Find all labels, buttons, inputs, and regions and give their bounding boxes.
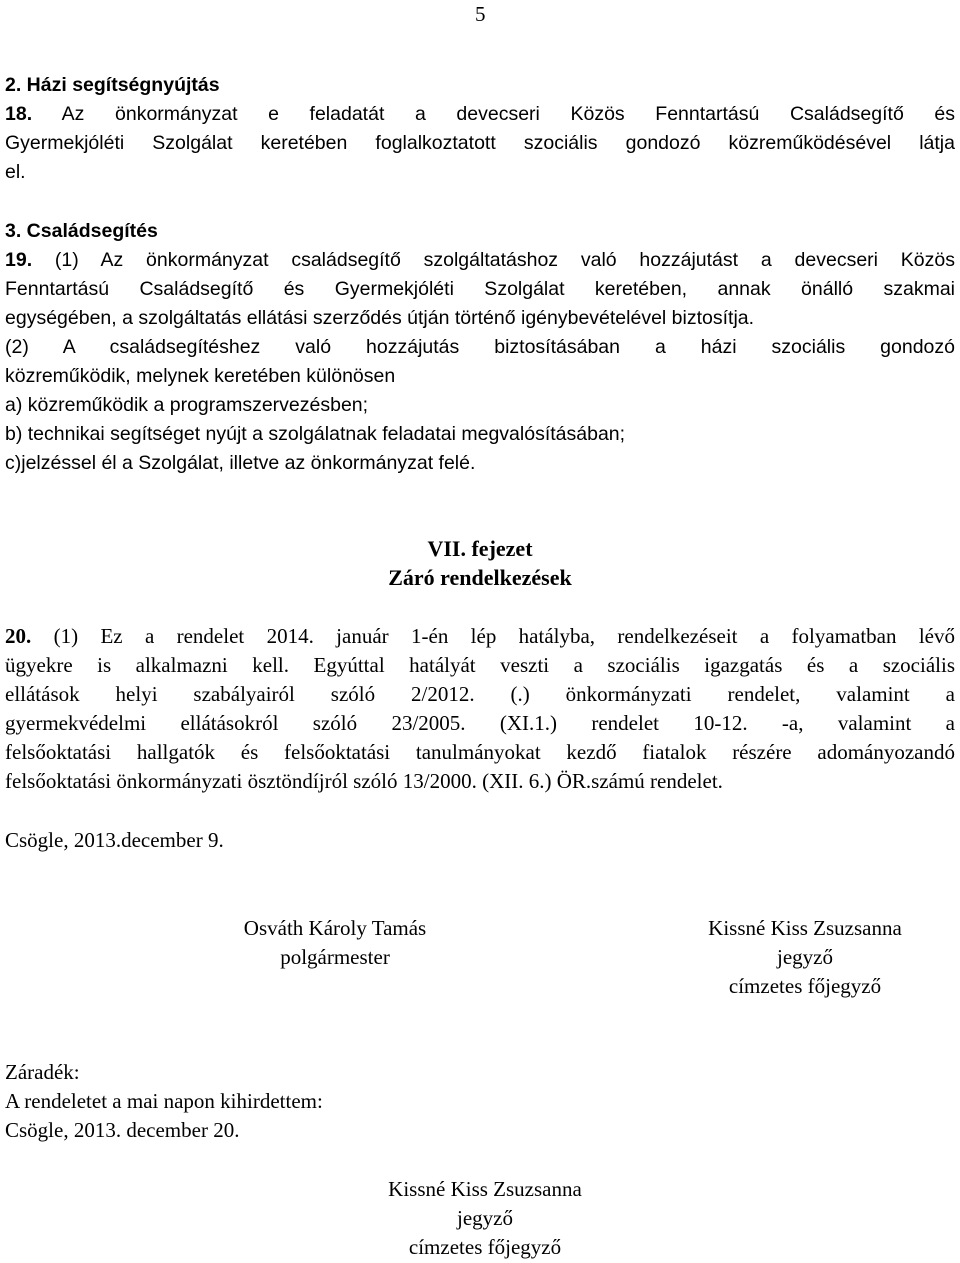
paragraph-19-2-line-1: (2) A családsegítéshez való hozzájutás biztosításában a házi szociális gondozó	[5, 336, 955, 358]
signatory-title-2: címzetes főjegyző	[728, 974, 882, 998]
paragraph-number: 20.	[5, 624, 32, 648]
paragraph-19-line-2: Fenntartású Családsegítő és Gyermekjóléti Szolgálat keretében, annak önálló szakmai	[5, 278, 955, 300]
section-heading-family-support: 3. Családsegítés	[5, 220, 158, 242]
document-page	[5, 0, 955, 1263]
paragraph-number: 18.	[5, 103, 33, 125]
signatory-title: polgármester	[280, 945, 390, 969]
chapter-number: VII. fejezet	[427, 536, 533, 561]
clause-date: Csögle, 2013. december 20.	[5, 1118, 240, 1142]
list-item-a: a) közreműködik a programszervezésben;	[5, 394, 369, 416]
signatory-name: Osváth Károly Tamás	[243, 916, 427, 940]
signatory-title-2: címzetes főjegyző	[408, 1235, 562, 1259]
paragraph-20-line-2: ügyekre is alkalmazni kell. Egyúttal hatályát veszti a szociális igazgatás és a szociális	[5, 653, 955, 677]
paragraph-text: (1) Ez a rendelet 2014. január 1-én lép hatályba, rendelkezéseit a folyamatban lévő	[31, 624, 955, 648]
paragraph-20-line-1	[5, 623, 955, 649]
clause-signature	[340, 1175, 630, 1262]
signature-right	[660, 914, 950, 1001]
paragraph-19-line-1	[5, 247, 955, 273]
paragraph-20-line-5: felsőoktatási hallgatók és felsőoktatási tanulmányokat kezdő fiatalok részére adományozandó	[5, 740, 955, 764]
paragraph-text: Az önkormányzat e feladatát a devecseri Közös Fenntartású Családsegítő és	[32, 103, 955, 125]
signatory-title: jegyző	[457, 1206, 513, 1230]
paragraph-18-line-1	[5, 101, 955, 127]
signature-left	[200, 914, 470, 972]
paragraph-19-line-3: egységében, a szolgáltatás ellátási szerződés útján történő igénybevételével biztosítja.	[5, 307, 755, 329]
signatory-title: jegyző	[777, 945, 833, 969]
clause-text: A rendeletet a mai napon kihirdettem:	[5, 1089, 323, 1113]
paragraph-18-line-3: el.	[5, 161, 26, 183]
place-date: Csögle, 2013.december 9.	[5, 828, 224, 852]
paragraph-20-line-4: gyermekvédelmi ellátásokról szóló 23/2005. (XI.1.) rendelet 10-12. -a, valamint a	[5, 711, 955, 735]
paragraph-text: (1) Az önkormányzat családsegítő szolgáltatáshoz való hozzájutást a devecseri Közös	[32, 249, 955, 271]
signatory-name: Kissné Kiss Zsuzsanna	[388, 1177, 582, 1201]
list-item-b: b) technikai segítséget nyújt a szolgálatnak feladatai megvalósításában;	[5, 423, 626, 445]
paragraph-20-line-6: felsőoktatási önkormányzati ösztöndíjról szóló 13/2000. (XII. 6.) ÖR.számú rendelet.	[5, 769, 723, 793]
signatory-name: Kissné Kiss Zsuzsanna	[708, 916, 902, 940]
chapter-title: Záró rendelkezések	[388, 565, 572, 590]
clause-label: Záradék:	[5, 1060, 80, 1084]
page-number: 5	[475, 2, 486, 26]
list-item-c: c)jelzéssel él a Szolgálat, illetve az önkormányzat felé.	[5, 452, 476, 474]
paragraph-number: 19.	[5, 249, 33, 271]
paragraph-18-line-2: Gyermekjóléti Szolgálat keretében foglalkoztatott szociális gondozó közreműködésével látja	[5, 132, 955, 154]
section-heading-home-care: 2. Házi segítségnyújtás	[5, 74, 220, 96]
paragraph-20-line-3: ellátások helyi szabályairól szóló 2/2012. (.) önkormányzati rendelet, valamint a	[5, 682, 955, 706]
paragraph-19-2-line-2: közreműködik, melynek keretében különösen	[5, 365, 396, 387]
